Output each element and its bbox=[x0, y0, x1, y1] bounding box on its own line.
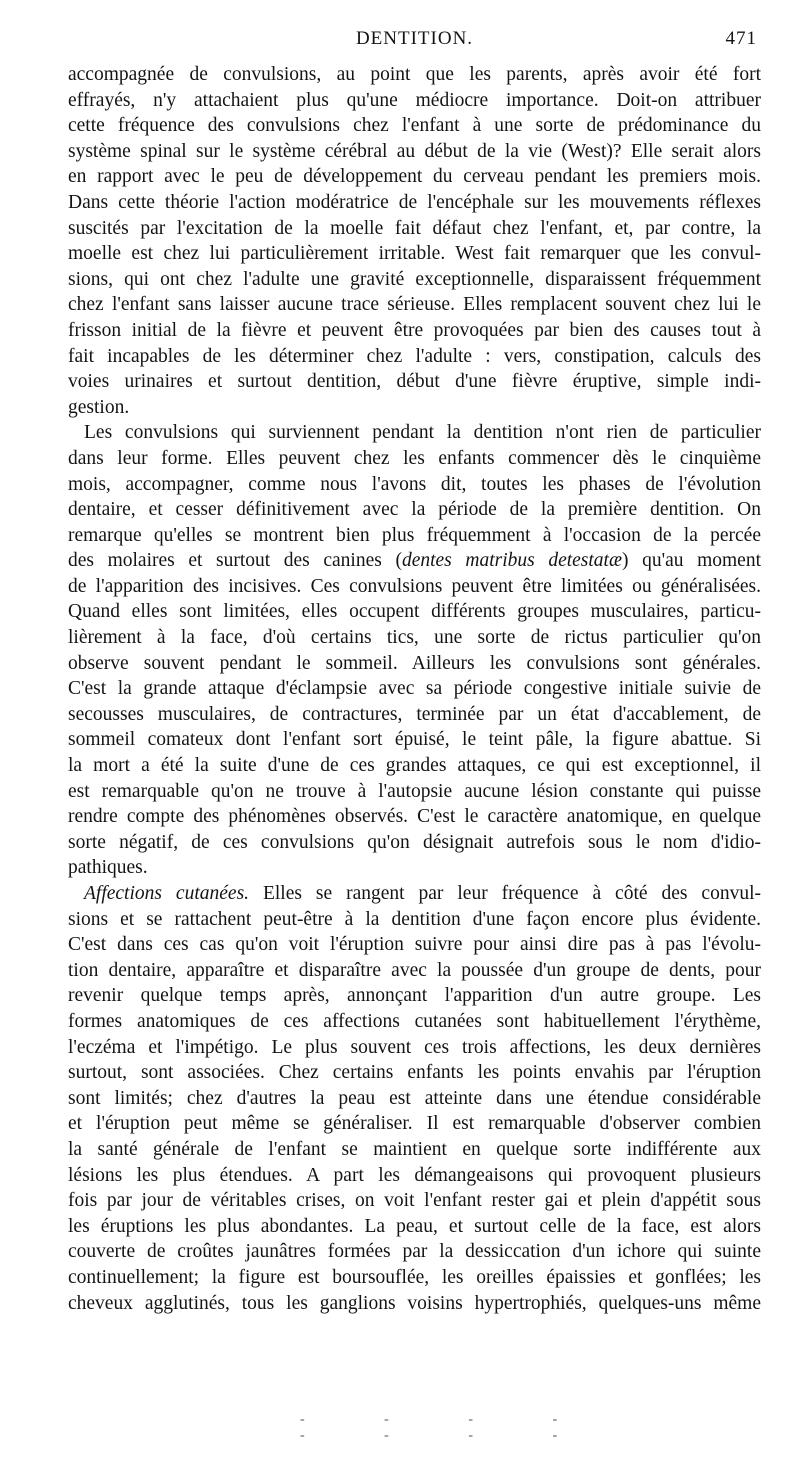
text-line: voies urinaires et surtout dentition, début d'une fièvre éruptive, simple indi- bbox=[68, 371, 761, 393]
text-line: mois, accompagner, comme nous l'avons dit, toutes les phases de l'évolution bbox=[68, 473, 761, 495]
text-line: cheveux agglutinés, tous les ganglions voisins hypertrophiés, quelques-uns même bbox=[68, 1292, 761, 1314]
text-line: système spinal sur le système cérébral au début de la vie (West)? Elle serait alors bbox=[68, 140, 761, 162]
section-heading-italic: Affections cutanées. bbox=[84, 883, 250, 904]
text-line: effrayés, n'y attachaient plus qu'une médiocre importance. Doit-on attribuer bbox=[68, 89, 761, 111]
footer-dashes: - - - - - - - - bbox=[300, 1412, 596, 1443]
text-line: des molaires et surtout des canines (dentes matribus detestatæ) qu'au moment bbox=[68, 550, 762, 572]
paragraph-convulsions-dentition bbox=[68, 420, 761, 881]
text-line: remarque qu'elles se montrent bien plus fréquemment à l'occasion de la percée bbox=[68, 524, 761, 546]
text-line: secousses musculaires, de contractures, terminée par un état d'accablement, de bbox=[68, 703, 761, 725]
text-line: chez l'enfant sans laisser aucune trace sérieuse. Elles remplacent souvent chez lui le bbox=[68, 294, 761, 316]
text-line: dans leur forme. Elles peuvent chez les enfants commencer dès le cinquième bbox=[68, 447, 761, 469]
text-line: pathiques. bbox=[68, 857, 148, 879]
text-line: fait incapables de les déterminer chez l'adulte : vers, constipation, calculs des bbox=[68, 345, 761, 367]
latin-phrase: dentes matribus detestatæ bbox=[401, 550, 622, 572]
text-line: la mort a été la suite d'une de ces grandes attaques, ce qui est exceptionnel, il bbox=[68, 755, 761, 777]
text-line: de l'apparition des incisives. Ces convulsions peuvent être limitées ou généralisées. bbox=[68, 575, 761, 597]
text-line: accompagnée de convulsions, au point que les parents, après avoir été fort bbox=[68, 64, 761, 85]
text-line: suscités par l'excitation de la moelle fait défaut chez l'enfant, et, par contre, la bbox=[68, 217, 761, 239]
text-line: les éruptions les plus abondantes. La peau, et surtout celle de la face, est alors bbox=[68, 1215, 761, 1237]
text-line: lièrement à la face, d'où certains tics, une sorte de rictus particulier qu'on bbox=[68, 627, 761, 649]
page-number: 471 bbox=[725, 28, 757, 49]
text-line: couverte de croûtes jaunâtres formées par la dessiccation d'un ichore qui suinte bbox=[68, 1241, 761, 1263]
text-line: rendre compte des phénomènes observés. C'est le caractère anatomique, en quelque bbox=[68, 806, 761, 828]
text-line: Quand elles sont limitées, elles occupent différents groupes musculaires, particu- bbox=[68, 601, 761, 623]
text-line: en rapport avec le peu de développement du cerveau pendant les premiers mois. bbox=[68, 166, 761, 188]
text-line: formes anatomiques de ces affections cutanées sont habituellement l'érythème, bbox=[68, 1010, 761, 1032]
text-line: continuellement; la figure est boursouflée, les oreilles épaissies et gonflées; les bbox=[68, 1266, 761, 1288]
paragraph-convulsions-theory bbox=[68, 62, 761, 420]
text-line: gestion. bbox=[68, 396, 130, 418]
text-line: sommeil comateux dont l'enfant sort épuisé, le teint pâle, la figure abattue. Si bbox=[68, 729, 761, 751]
text-line: sorte négatif, de ces convulsions qu'on désignait autrefois sous le nom d'idio- bbox=[68, 831, 761, 853]
page-header bbox=[68, 28, 761, 54]
text-line-content: Elles se rangent par leur fréquence à côté des convul- bbox=[249, 883, 761, 904]
text-line: observe souvent pendant le sommeil. Ailleurs les convulsions sont générales. bbox=[68, 652, 761, 674]
text-line: surtout, sont associées. Chez certains enfants les points envahis par l'éruption bbox=[68, 1062, 761, 1084]
text-line: tion dentaire, apparaître et disparaître avec la poussée d'un groupe de dents, pour bbox=[68, 959, 761, 981]
text-line: frisson initial de la fièvre et peuvent être provoquées par bien des causes tout à bbox=[68, 319, 761, 341]
text-line: sont limités; chez d'autres la peau est atteinte dans une étendue considérable bbox=[68, 1087, 761, 1109]
paragraph-affections-cutanees bbox=[68, 881, 761, 1316]
text-line: sions et se rattachent peut-être à la dentition d'une façon encore plus évidente. bbox=[68, 908, 761, 930]
text-line: Dans cette théorie l'action modératrice de l'encéphale sur les mouvements réflexes bbox=[68, 191, 761, 213]
text-line: Les convulsions qui surviennent pendant la dentition n'ont rien de particulier bbox=[84, 422, 761, 444]
text-line: moelle est chez lui particulièrement irritable. West fait remarquer que les convul- bbox=[68, 243, 761, 265]
text-line: dentaire, et cesser définitivement avec la période de la première dentition. On bbox=[68, 499, 761, 521]
text-line: est remarquable qu'on ne trouve à l'autopsie aucune lésion constante qui puisse bbox=[68, 780, 761, 802]
text-line: C'est dans ces cas qu'on voit l'éruption suivre pour ainsi dire pas à pas l'évolu- bbox=[68, 934, 761, 956]
text-line: revenir quelque temps après, annonçant l'apparition d'un autre groupe. Les bbox=[68, 985, 761, 1007]
text-line: et l'éruption peut même se généraliser. Il est remarquable d'observer combien bbox=[68, 1113, 761, 1135]
body-text bbox=[68, 62, 761, 1316]
text-line bbox=[68, 881, 761, 907]
running-title: DENTITION. bbox=[355, 28, 474, 49]
text-line: fois par jour de véritables crises, on voit l'enfant rester gai et plein d'appétit sous bbox=[68, 1190, 761, 1212]
text-line: la santé générale de l'enfant se maintient en quelque sorte indifférente aux bbox=[68, 1138, 761, 1160]
text-line: sions, qui ont chez l'adulte une gravité exceptionnelle, disparaissent fréquemment bbox=[68, 268, 761, 290]
text-line: l'eczéma et l'impétigo. Le plus souvent ces trois affections, les deux dernières bbox=[68, 1036, 761, 1058]
text-line: lésions les plus étendues. A part les démangeaisons qui provoquent plusieurs bbox=[68, 1164, 761, 1186]
text-line: cette fréquence des convulsions chez l'enfant à une sorte de prédominance du bbox=[68, 115, 761, 137]
text-line: C'est la grande attaque d'éclampsie avec sa période congestive initiale suivie de bbox=[68, 678, 761, 700]
